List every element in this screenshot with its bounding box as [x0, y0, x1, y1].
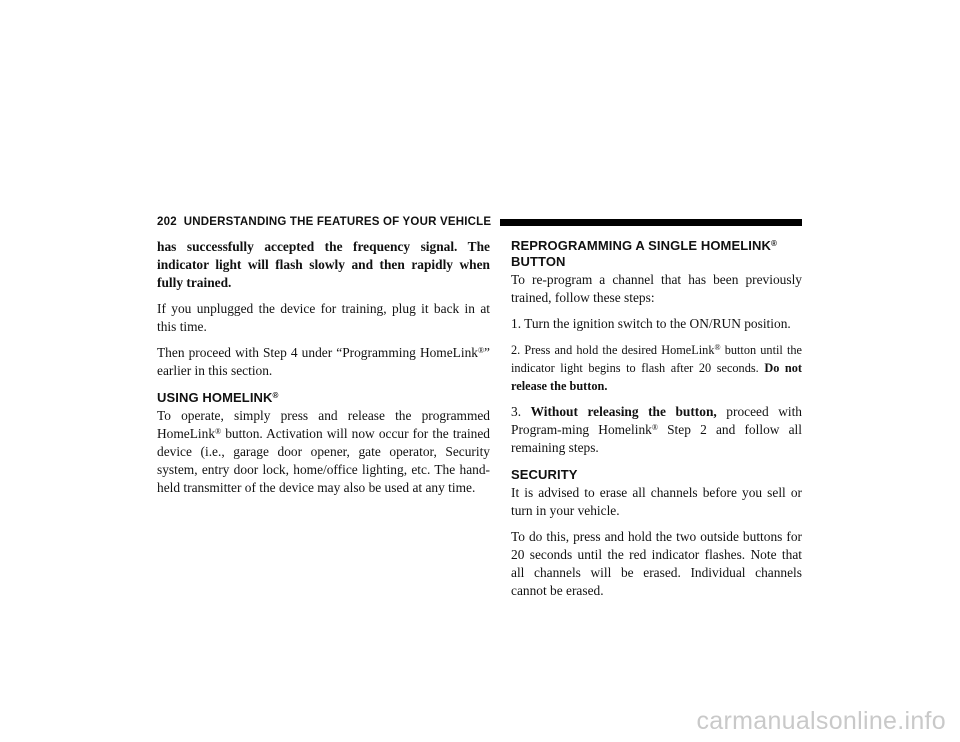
step-2: [511, 341, 802, 395]
step-1: 1. Turn the ignition switch to the ON/RUN position.: [511, 316, 791, 331]
step2-text-middle: button until the indicator light begins to flash after 20 seconds.: [511, 343, 802, 375]
paragraph-frequency-signal: has successfully accepted the frequency signal. The indicator light will flash slowly and then rapidly when fully trained.: [157, 239, 490, 290]
section-title: UNDERSTANDING THE FEATURES OF YOUR VEHICLE: [183, 216, 492, 228]
paragraph-erase-procedure: To do this, press and hold the two outside buttons for 20 seconds until the red indicator flashes. Note that all channels will be erased. Individual channels cannot be erased.: [511, 529, 802, 598]
page-number: 202: [157, 216, 177, 228]
reprog-heading-button: BUTTON: [511, 254, 566, 269]
right-column: [511, 238, 802, 608]
heading-security: SECURITY: [511, 467, 578, 482]
watermark: carmanualsonline.info: [696, 707, 946, 735]
paragraph-unplugged-device: If you unplugged the device for training, plug it back in at this time.: [157, 301, 490, 334]
header-rule: [500, 219, 802, 226]
step3-number: 3.: [511, 404, 531, 419]
step2-warning: Do not release the button.: [511, 361, 803, 393]
left-column: [157, 238, 490, 505]
reprog-heading-text: REPROGRAMMING A SINGLE HOMELINK: [511, 238, 771, 253]
heading-reprogramming: [511, 238, 802, 270]
registered-mark: ®: [477, 346, 485, 355]
heading-using-homelink: [157, 390, 490, 406]
using-heading-text: USING HOMELINK: [157, 390, 273, 405]
operate-text-start: To operate, simply press and release the programmed HomeLink: [157, 408, 490, 441]
step-3: [511, 403, 802, 457]
page-header: [157, 215, 802, 229]
registered-mark: ®: [215, 427, 222, 436]
paragraph-reprogram-intro: To re-program a channel that has been previously trained, follow these steps:: [511, 272, 802, 305]
paragraph-operate: [157, 407, 490, 497]
proceed-text-start: Then proceed with Step 4 under “Programming HomeLink: [157, 345, 478, 360]
paragraph-proceed-step4: [157, 344, 490, 380]
proceed-text-end: ” earlier in this section.: [157, 345, 490, 378]
registered-mark: ®: [770, 239, 777, 248]
step2-text-start: 2. Press and hold the desired HomeLink: [511, 343, 715, 357]
paragraph-erase-channels: It is advised to erase all channels before you sell or turn in your vehicle.: [511, 485, 802, 518]
step3-bold-text: Without releasing the button,: [530, 404, 717, 419]
registered-mark: ®: [714, 343, 721, 352]
step3-text-end: Step 2 and follow all remaining steps.: [511, 422, 802, 455]
operate-text-end: button. Activation will now occur for the trained device (i.e., garage door opener, gate operator, Security system, entry door lock, home/office lighting, etc. The hand-held transmitter of the device may also be used at any time.: [157, 426, 490, 495]
step3-text-start: proceed with Program-ming Homelink: [511, 404, 802, 437]
registered-mark: ®: [651, 423, 658, 432]
registered-mark: ®: [272, 391, 279, 400]
